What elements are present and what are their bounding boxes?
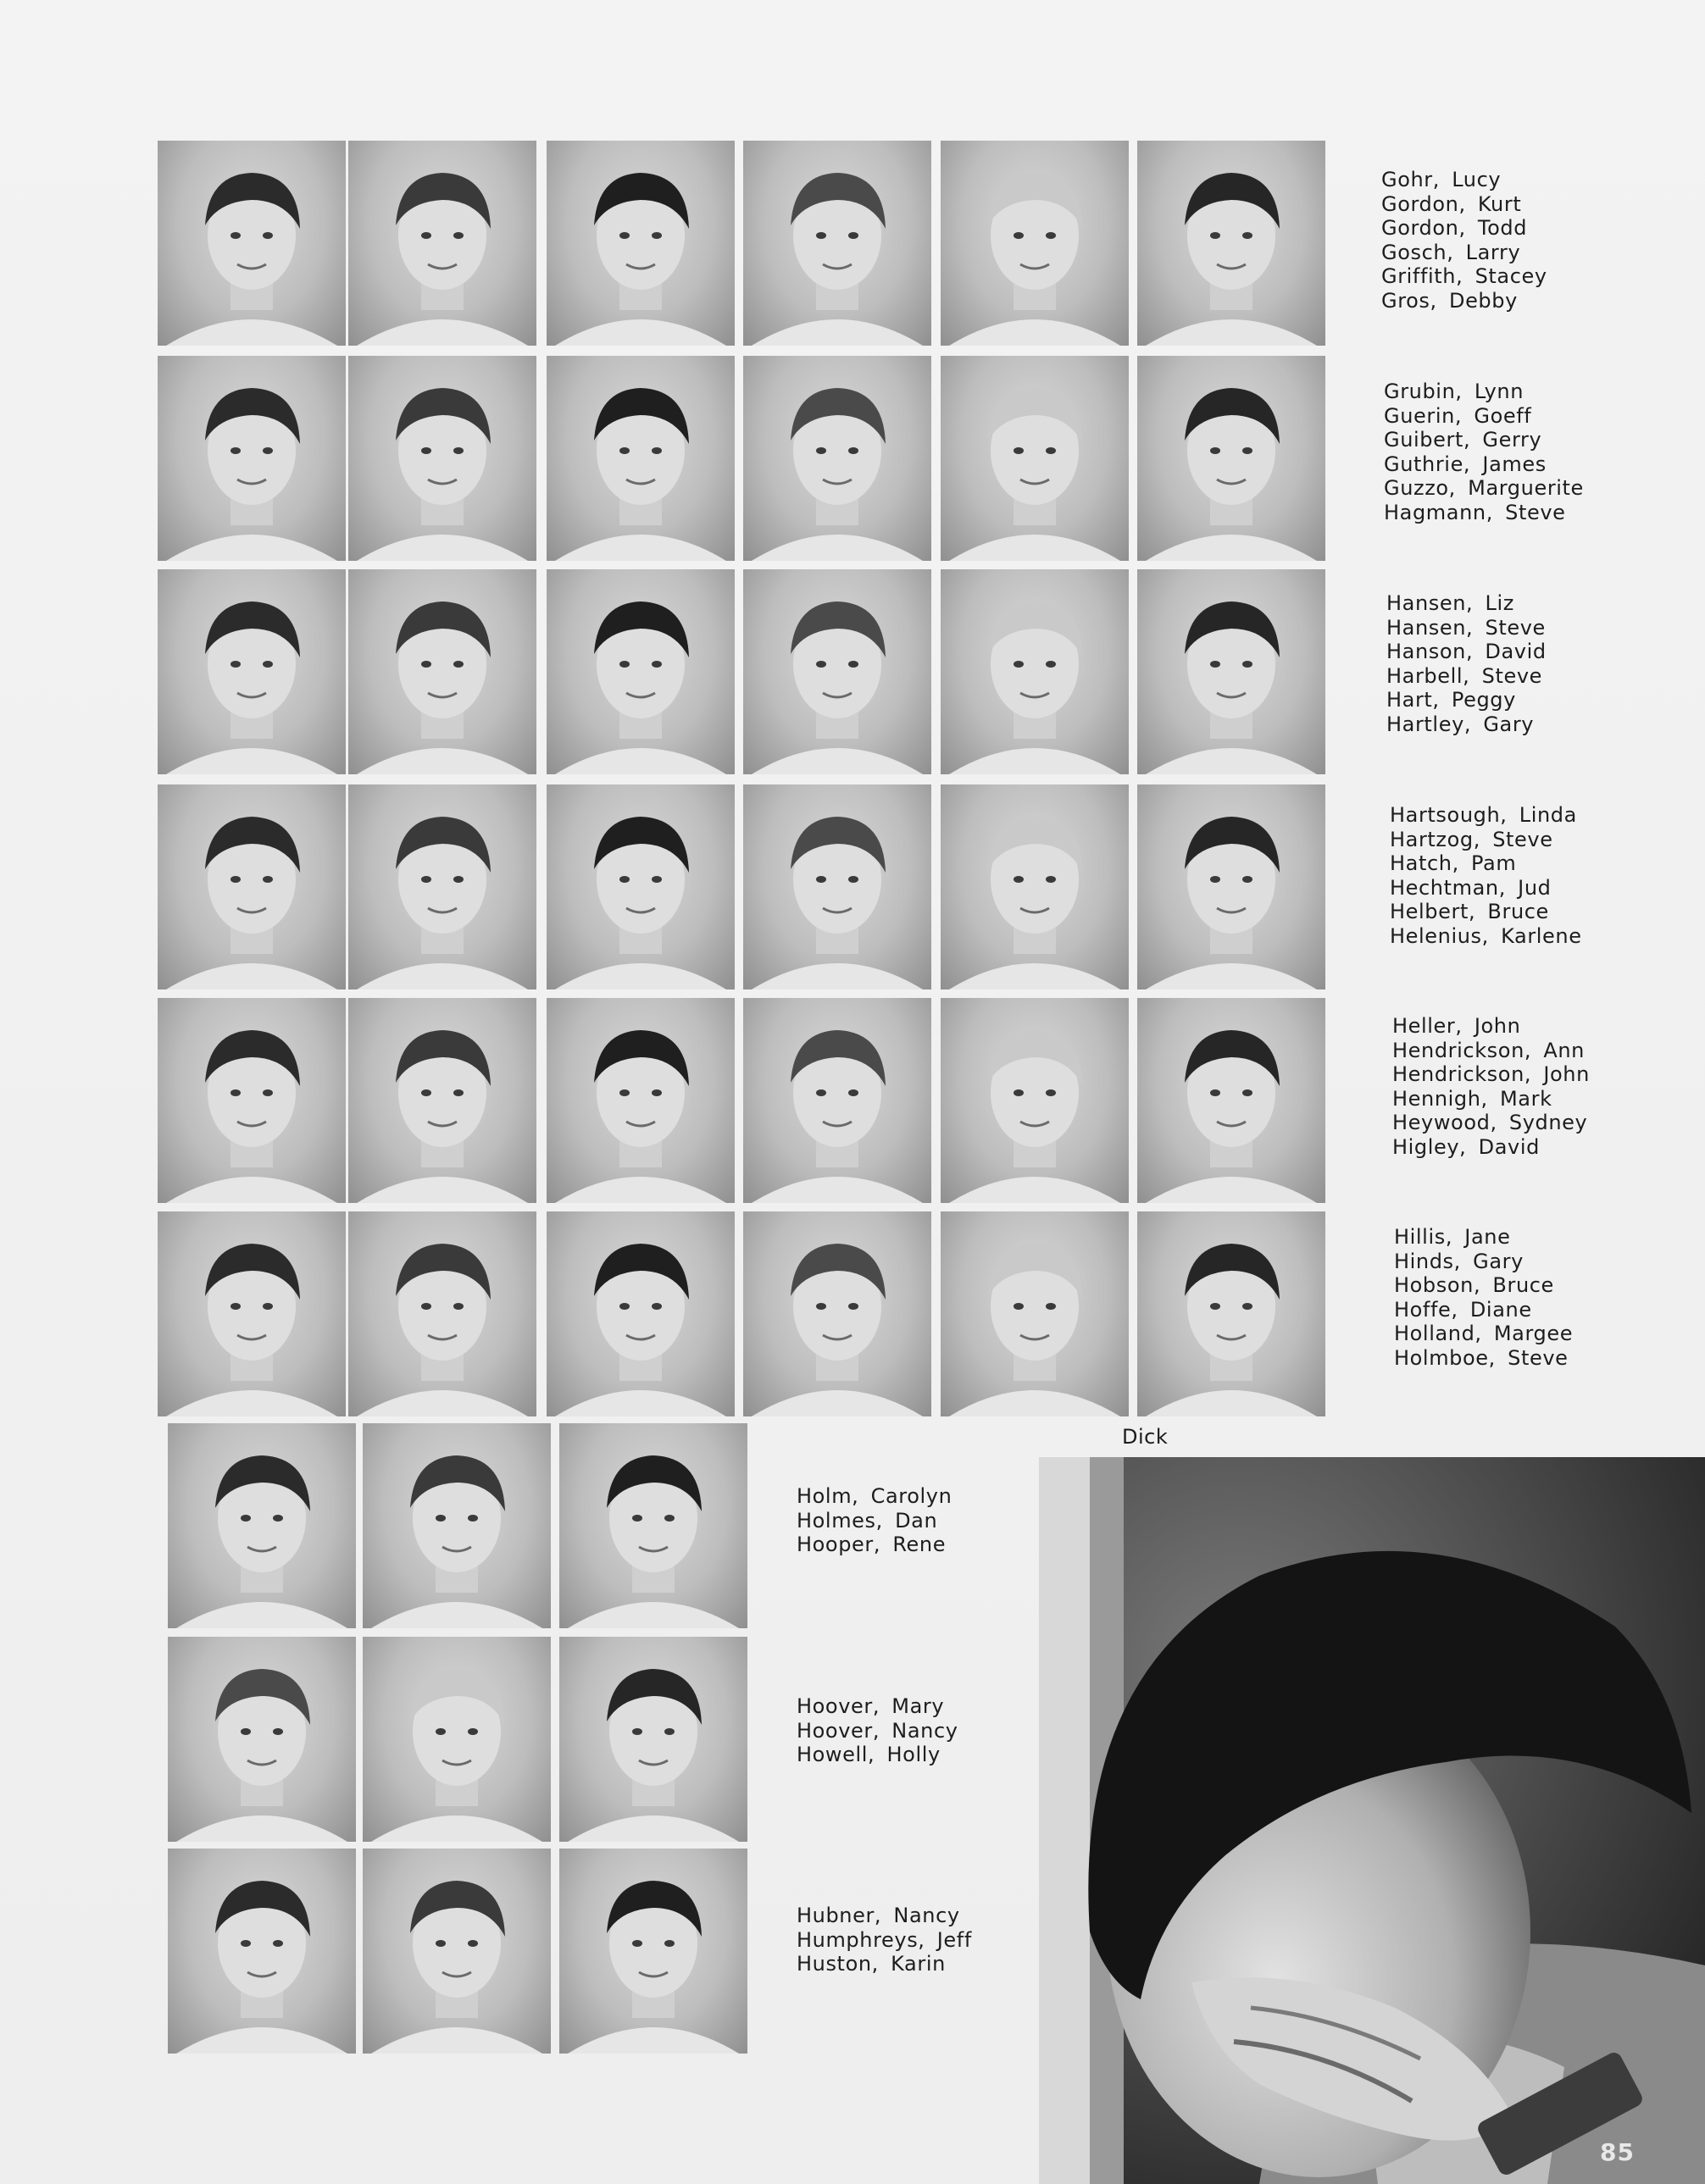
student-portrait [348, 141, 536, 346]
student-name: Hoffe, Diane [1394, 1297, 1532, 1322]
name-list-3 [1386, 591, 1547, 736]
student-name: Holmes, Dan [797, 1508, 938, 1533]
name-list-9 [797, 1904, 972, 1976]
student-name: Gordon, Kurt [1381, 191, 1522, 216]
student-name: Hagmann, Steve [1384, 500, 1566, 524]
student-portrait [348, 1211, 536, 1416]
student-name: Guthrie, James [1384, 452, 1547, 476]
student-name: Hechtman, Jud [1390, 875, 1552, 900]
student-portrait [1137, 784, 1325, 989]
student-name: Hillis, Jane [1394, 1225, 1511, 1249]
student-name: Griffith, Stacey [1381, 264, 1547, 288]
student-name: Gohr, Lucy [1381, 168, 1502, 191]
student-name: Hoover, Nancy [797, 1718, 958, 1743]
student-name: Hansen, Steve [1386, 615, 1546, 640]
student-name: Grubin, Lynn [1384, 380, 1525, 403]
student-portrait [158, 569, 346, 774]
student-name: Guzzo, Marguerite [1384, 476, 1584, 500]
page-number: 85 [1600, 2138, 1635, 2166]
student-name: Heywood, Sydney [1392, 1111, 1588, 1134]
student-name: Guibert, Gerry [1384, 428, 1542, 452]
student-name: Heller, John [1392, 1014, 1521, 1038]
student-portrait [941, 141, 1129, 346]
student-portrait [348, 356, 536, 561]
student-portrait [1137, 998, 1325, 1203]
photo-caption: Dick [1122, 1425, 1169, 1449]
student-portrait [363, 1637, 551, 1842]
student-portrait [363, 1423, 551, 1628]
student-name: Hatch, Pam [1390, 851, 1517, 875]
student-name: Hubner, Nancy [797, 1904, 960, 1927]
student-portrait [559, 1637, 747, 1842]
student-portrait [941, 784, 1129, 989]
student-name: Holmboe, Steve [1394, 1345, 1569, 1370]
candid-photo [1039, 1457, 1705, 2184]
student-name: Hartsough, Linda [1390, 803, 1577, 827]
student-portrait [168, 1423, 356, 1628]
student-name: Helbert, Bruce [1390, 900, 1549, 923]
student-name: Hendrickson, John [1392, 1062, 1590, 1086]
student-name: Hartzog, Steve [1390, 827, 1553, 851]
student-portrait [1137, 141, 1325, 346]
name-list-5 [1392, 1014, 1590, 1159]
student-portrait [1137, 569, 1325, 774]
student-portrait [743, 569, 931, 774]
student-name: Guerin, Goeff [1384, 403, 1532, 428]
student-portrait [158, 141, 346, 346]
name-list-4 [1390, 803, 1582, 948]
student-portrait [743, 1211, 931, 1416]
student-name: Hendrickson, Ann [1392, 1038, 1585, 1062]
candid-photo-illustration [1039, 1457, 1705, 2184]
name-list-7 [797, 1484, 952, 1557]
student-name: Hansen, Liz [1386, 591, 1514, 615]
student-portrait [941, 569, 1129, 774]
student-portrait [158, 356, 346, 561]
student-portrait [168, 1849, 356, 2054]
name-list-6 [1394, 1225, 1573, 1370]
student-portrait [158, 784, 346, 989]
student-portrait [348, 784, 536, 989]
name-list-8 [797, 1694, 958, 1767]
student-name: Hart, Peggy [1386, 688, 1516, 712]
student-name: Higley, David [1392, 1134, 1540, 1159]
student-name: Hobson, Bruce [1394, 1273, 1554, 1297]
student-portrait [743, 998, 931, 1203]
student-portrait [1137, 356, 1325, 561]
student-name: Holm, Carolyn [797, 1484, 952, 1508]
student-portrait [547, 141, 735, 346]
student-portrait [348, 998, 536, 1203]
student-portrait [743, 356, 931, 561]
student-portrait [158, 998, 346, 1203]
student-portrait [941, 998, 1129, 1203]
student-name: Harbell, Steve [1386, 663, 1542, 688]
student-name: Hoover, Mary [797, 1694, 945, 1718]
student-portrait [941, 356, 1129, 561]
student-name: Hennigh, Mark [1392, 1086, 1552, 1111]
student-name: Holland, Margee [1394, 1322, 1574, 1345]
student-portrait [1137, 1211, 1325, 1416]
student-name: Helenius, Karlene [1390, 923, 1582, 948]
student-name: Hanson, David [1386, 640, 1547, 663]
student-portrait [559, 1849, 747, 2054]
student-portrait [547, 356, 735, 561]
student-name: Gosch, Larry [1381, 240, 1521, 264]
student-name: Hooper, Rene [797, 1533, 947, 1556]
student-portrait [941, 1211, 1129, 1416]
student-portrait [547, 784, 735, 989]
student-portrait [363, 1849, 551, 2054]
student-portrait [743, 141, 931, 346]
student-name: Gordon, Todd [1381, 216, 1528, 240]
student-portrait [559, 1423, 747, 1628]
student-portrait [547, 998, 735, 1203]
student-name: Howell, Holly [797, 1743, 941, 1766]
student-portrait [547, 569, 735, 774]
student-portrait [158, 1211, 346, 1416]
student-name: Gros, Debby [1381, 288, 1518, 313]
name-list-2 [1384, 380, 1584, 524]
student-portrait [168, 1637, 356, 1842]
student-name: Hartley, Gary [1386, 712, 1535, 736]
student-portrait [743, 784, 931, 989]
name-list-1 [1381, 168, 1547, 313]
student-name: Humphreys, Jeff [797, 1927, 972, 1952]
student-name: Huston, Karin [797, 1952, 946, 1976]
student-portrait [348, 569, 536, 774]
student-name: Hinds, Gary [1394, 1249, 1524, 1273]
student-portrait [547, 1211, 735, 1416]
